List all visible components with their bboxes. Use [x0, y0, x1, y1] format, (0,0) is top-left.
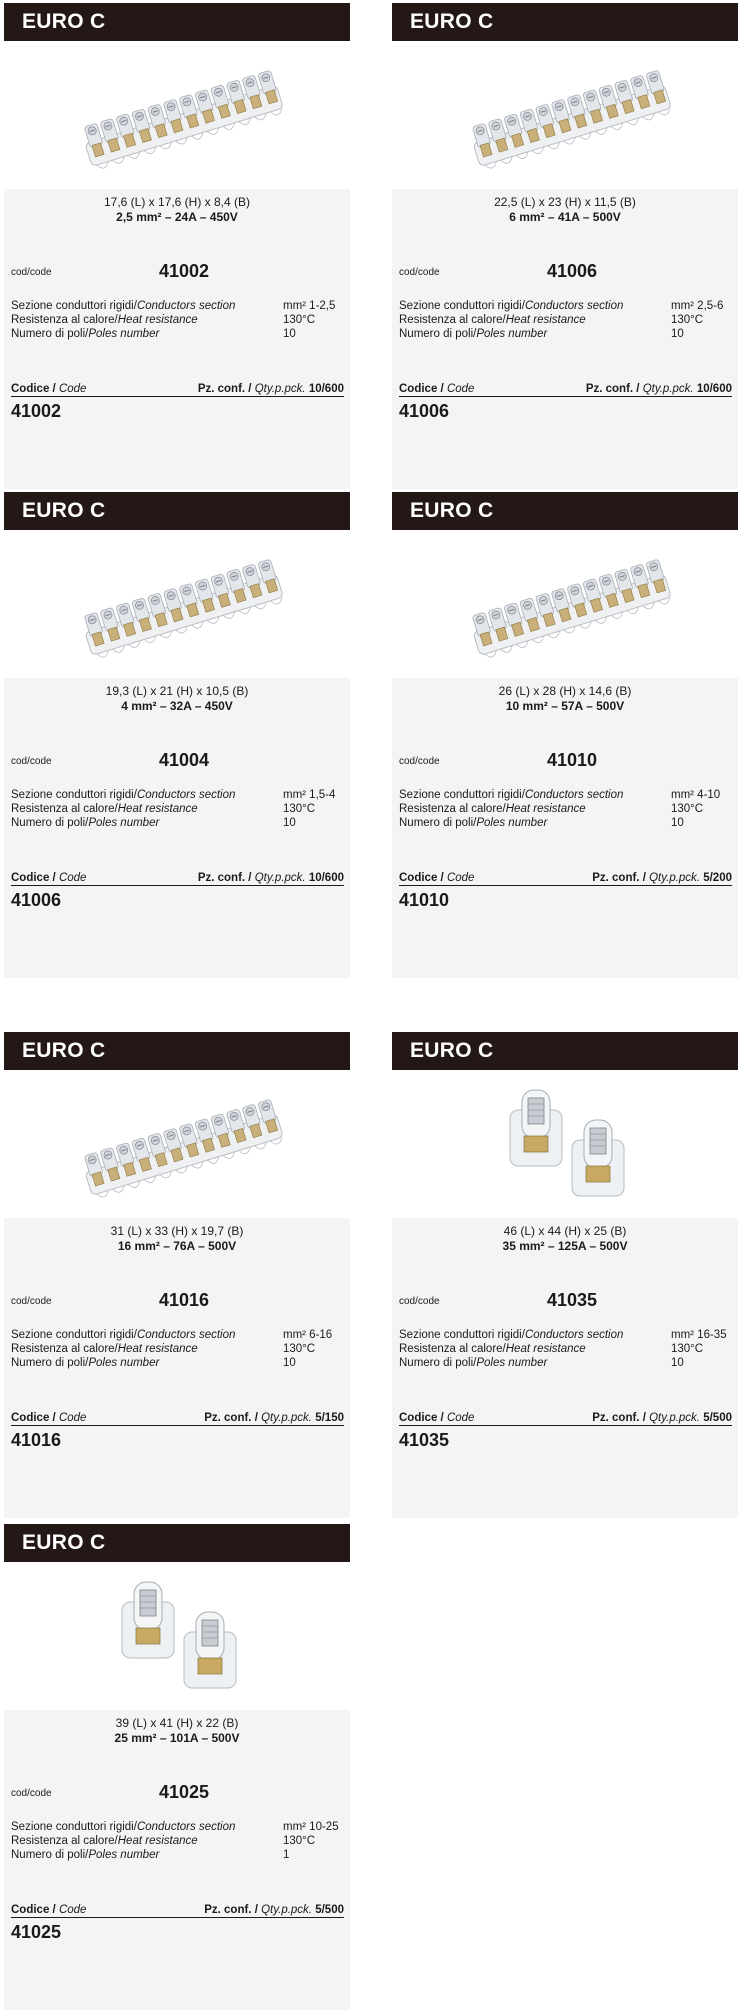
table-qty-header: Pz. conf. / Qty.p.pck. 10/600: [585, 383, 732, 395]
spec-list: [399, 299, 734, 341]
table-code-header: Codice / Code: [399, 872, 475, 884]
spec-label: Numero di poli/Poles number: [399, 328, 548, 340]
order-table-header: [399, 871, 732, 886]
code-row: [11, 1290, 341, 1312]
code-label: cod/code: [11, 1296, 52, 1307]
spec-label: Resistenza al calore/Heat resistance: [399, 314, 586, 326]
product-code: 41025: [159, 1782, 210, 1802]
product-details: [4, 1710, 350, 2010]
dimensions: [4, 189, 350, 225]
code-row: [399, 750, 729, 772]
dimensions-text: 31 (L) x 33 (H) x 19,7 (B): [110, 1224, 244, 1238]
table-code-header: Codice / Code: [399, 1412, 475, 1424]
code-label: cod/code: [399, 267, 440, 278]
product-header: EURO C: [392, 492, 738, 530]
spec-value: 130°C: [671, 803, 704, 815]
connector-illustration: [392, 1070, 738, 1218]
spec-row: [11, 313, 346, 327]
dimensions-text: 22,5 (L) x 23 (H) x 11,5 (B): [494, 195, 636, 209]
spec-value: 10: [671, 328, 684, 340]
electrical-rating: 10 mm² – 57A – 500V: [505, 699, 625, 713]
spec-row: [399, 1328, 734, 1342]
product-code: 41006: [547, 261, 598, 281]
table-qty-header: Pz. conf. / Qty.p.pck. 10/600: [197, 383, 344, 395]
spec-value: 10: [283, 1357, 296, 1369]
spec-list: [11, 1328, 346, 1370]
electrical-rating: 2,5 mm² – 24A – 450V: [116, 210, 238, 224]
table-code-header: Codice / Code: [11, 1412, 87, 1424]
code-label: cod/code: [399, 756, 440, 767]
table-code-header: Codice / Code: [11, 383, 87, 395]
electrical-rating: 35 mm² – 125A – 500V: [502, 1239, 628, 1253]
spec-row: [11, 1342, 346, 1356]
spec-label: Resistenza al calore/Heat resistance: [11, 1343, 198, 1355]
spec-value: 10: [671, 1357, 684, 1369]
spec-label: Numero di poli/Poles number: [399, 1357, 548, 1369]
product-card: [4, 1524, 350, 2010]
spec-row: [11, 1820, 346, 1834]
spec-label: Sezione conduttori rigidi/Conductors section: [399, 789, 624, 801]
code-row: [399, 1290, 729, 1312]
spec-label: Resistenza al calore/Heat resistance: [11, 314, 198, 326]
spec-value: mm² 1,5-4: [283, 789, 336, 801]
table-code-header: Codice / Code: [399, 383, 475, 395]
order-table-header: [11, 1411, 344, 1426]
table-code-header: Codice / Code: [11, 1904, 87, 1916]
product-code: 41004: [159, 750, 210, 770]
table-qty-header: Pz. conf. / Qty.p.pck. 5/150: [204, 1412, 344, 1424]
spec-row: [11, 299, 346, 313]
spec-label: Sezione conduttori rigidi/Conductors section: [399, 1329, 624, 1341]
spec-label: Numero di poli/Poles number: [11, 817, 160, 829]
spec-list: [399, 788, 734, 830]
spec-label: Numero di poli/Poles number: [11, 1849, 160, 1861]
spec-label: Resistenza al calore/Heat resistance: [399, 803, 586, 815]
spec-row: [399, 1356, 734, 1370]
order-code: 41002: [11, 401, 62, 421]
electrical-rating: 25 mm² – 101A – 500V: [114, 1731, 240, 1745]
spec-value: mm² 6-16: [283, 1329, 333, 1341]
spec-row: [399, 327, 734, 341]
product-code: 41010: [547, 750, 598, 770]
electrical-rating: 4 mm² – 32A – 450V: [121, 699, 233, 713]
spec-label: Sezione conduttori rigidi/Conductors section: [11, 1821, 236, 1833]
table-code-header: Codice / Code: [11, 872, 87, 884]
spec-row: [11, 1356, 346, 1370]
spec-value: mm² 2,5-6: [671, 300, 724, 312]
order-table-header: [399, 1411, 732, 1426]
dimensions-text: 46 (L) x 44 (H) x 25 (B): [503, 1224, 627, 1238]
spec-value: mm² 10-25: [283, 1821, 339, 1833]
product-header: EURO C: [4, 3, 350, 41]
spec-row: [11, 1834, 346, 1848]
spec-row: [399, 299, 734, 313]
product-header: EURO C: [4, 1524, 350, 1562]
product-card: [4, 3, 350, 489]
product-image: [392, 530, 738, 678]
order-code: 41025: [11, 1922, 62, 1942]
order-code: 41035: [399, 1430, 450, 1450]
spec-row: [399, 802, 734, 816]
spec-value: 130°C: [671, 314, 704, 326]
spec-value: 10: [283, 817, 296, 829]
spec-value: 130°C: [671, 1343, 704, 1355]
dimensions: [392, 189, 738, 225]
spec-list: [11, 1820, 346, 1862]
product-header: EURO C: [4, 492, 350, 530]
dimensions: [392, 1218, 738, 1254]
electrical-rating: 6 mm² – 41A – 500V: [509, 210, 621, 224]
spec-list: [11, 299, 346, 341]
spec-value: 10: [671, 817, 684, 829]
product-code: 41002: [159, 261, 210, 281]
spec-row: [11, 802, 346, 816]
product-details: [392, 678, 738, 978]
spec-row: [399, 1342, 734, 1356]
spec-row: [11, 1328, 346, 1342]
product-header: EURO C: [392, 3, 738, 41]
spec-label: Resistenza al calore/Heat resistance: [11, 803, 198, 815]
spec-row: [399, 788, 734, 802]
product-header: EURO C: [4, 1032, 350, 1070]
spec-value: 1: [283, 1849, 290, 1861]
product-image: [4, 41, 350, 189]
dimensions-text: 17,6 (L) x 17,6 (H) x 8,4 (B): [103, 195, 251, 209]
spec-value: 130°C: [283, 1343, 316, 1355]
spec-label: Numero di poli/Poles number: [11, 1357, 160, 1369]
order-table-header: [11, 1903, 344, 1918]
spec-value: 130°C: [283, 314, 316, 326]
spec-value: 10: [283, 328, 296, 340]
code-row: [399, 261, 729, 283]
electrical-rating: 16 mm² – 76A – 500V: [117, 1239, 237, 1253]
spec-label: Numero di poli/Poles number: [399, 817, 548, 829]
code-label: cod/code: [11, 756, 52, 767]
product-details: [4, 1218, 350, 1518]
product-image: [4, 1070, 350, 1218]
dimensions: [392, 678, 738, 714]
dimensions-text: 39 (L) x 41 (H) x 22 (B): [115, 1716, 239, 1730]
connector-illustration: [4, 1562, 350, 1710]
spec-list: [11, 788, 346, 830]
spec-row: [11, 788, 346, 802]
terminal-strip-illustration: [4, 530, 350, 678]
order-code: 41010: [399, 890, 450, 910]
product-code: 41035: [547, 1290, 598, 1310]
spec-value: mm² 16-35: [671, 1329, 727, 1341]
product-details: [392, 1218, 738, 1518]
spec-row: [399, 816, 734, 830]
product-details: [4, 678, 350, 978]
dimensions-text: 26 (L) x 28 (H) x 14,6 (B): [498, 684, 632, 698]
code-row: [11, 750, 341, 772]
spec-label: Resistenza al calore/Heat resistance: [11, 1835, 198, 1847]
spec-row: [11, 816, 346, 830]
product-details: [392, 189, 738, 489]
spec-row: [399, 313, 734, 327]
code-label: cod/code: [11, 1788, 52, 1799]
dimensions: [4, 1218, 350, 1254]
dimensions: [4, 678, 350, 714]
product-image: [4, 1562, 350, 1710]
dimensions-text: 19,3 (L) x 21 (H) x 10,5 (B): [105, 684, 249, 698]
product-card: [392, 3, 738, 489]
product-card: [392, 1032, 738, 1518]
terminal-strip-illustration: [392, 41, 738, 189]
order-table-header: [11, 871, 344, 886]
order-code: 41006: [399, 401, 450, 421]
code-row: [11, 1782, 341, 1804]
terminal-strip-illustration: [4, 41, 350, 189]
product-card: [4, 1032, 350, 1518]
order-table-header: [399, 382, 732, 397]
spec-label: Sezione conduttori rigidi/Conductors section: [11, 789, 236, 801]
code-label: cod/code: [399, 1296, 440, 1307]
spec-value: mm² 1-2,5: [283, 300, 336, 312]
spec-label: Numero di poli/Poles number: [11, 328, 160, 340]
dimensions: [4, 1710, 350, 1746]
spec-value: mm² 4-10: [671, 789, 721, 801]
order-code: 41016: [11, 1430, 62, 1450]
table-qty-header: Pz. conf. / Qty.p.pck. 5/500: [592, 1412, 732, 1424]
terminal-strip-illustration: [392, 530, 738, 678]
product-details: [4, 189, 350, 489]
order-table-header: [11, 382, 344, 397]
order-code: 41006: [11, 890, 62, 910]
terminal-strip-illustration: [4, 1070, 350, 1218]
spec-value: 130°C: [283, 1835, 316, 1847]
product-card: [392, 492, 738, 978]
table-qty-header: Pz. conf. / Qty.p.pck. 10/600: [197, 872, 344, 884]
product-image: [4, 530, 350, 678]
spec-row: [11, 1848, 346, 1862]
spec-label: Resistenza al calore/Heat resistance: [399, 1343, 586, 1355]
product-image: [392, 1070, 738, 1218]
spec-list: [399, 1328, 734, 1370]
table-qty-header: Pz. conf. / Qty.p.pck. 5/500: [204, 1904, 344, 1916]
table-qty-header: Pz. conf. / Qty.p.pck. 5/200: [592, 872, 732, 884]
spec-row: [11, 327, 346, 341]
spec-label: Sezione conduttori rigidi/Conductors section: [11, 300, 236, 312]
code-row: [11, 261, 341, 283]
product-card: [4, 492, 350, 978]
product-image: [392, 41, 738, 189]
product-code: 41016: [159, 1290, 210, 1310]
product-header: EURO C: [392, 1032, 738, 1070]
spec-value: 130°C: [283, 803, 316, 815]
spec-label: Sezione conduttori rigidi/Conductors section: [399, 300, 624, 312]
spec-label: Sezione conduttori rigidi/Conductors section: [11, 1329, 236, 1341]
code-label: cod/code: [11, 267, 52, 278]
